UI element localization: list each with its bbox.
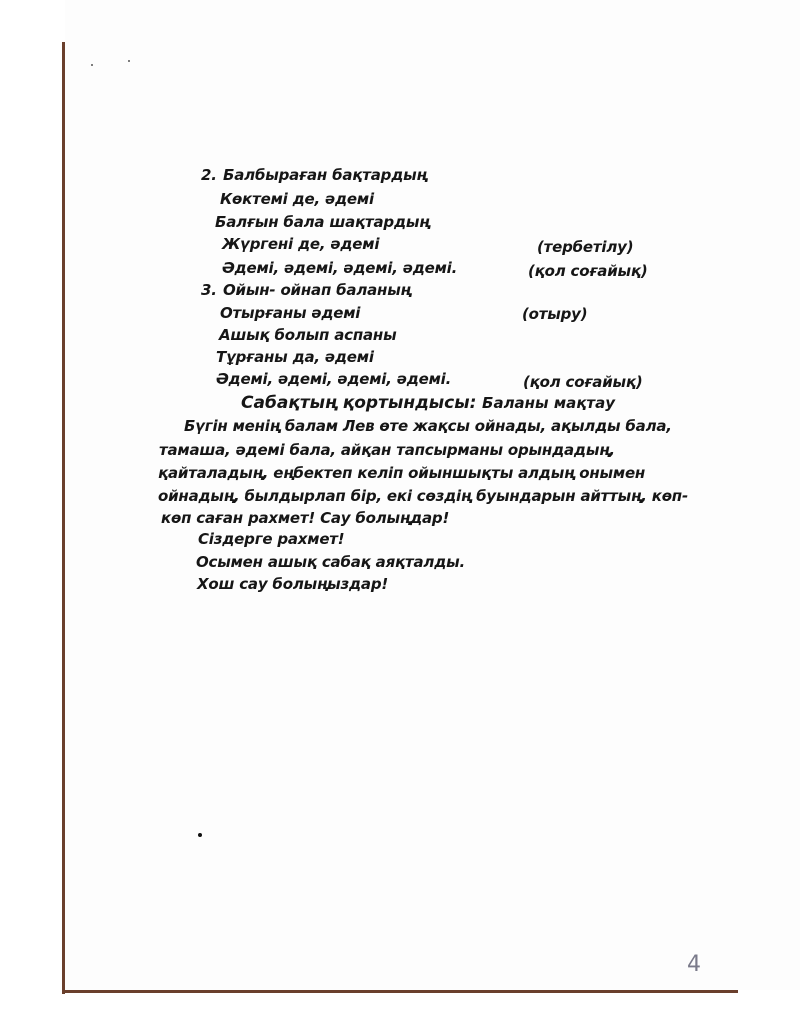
verse-line: Әдемі, әдемі, әдемі, әдемі. (222, 259, 458, 277)
closing-line: Сіздерге рахмет! (198, 530, 345, 548)
verse-line: Балбыраған бақтардың (223, 166, 427, 184)
paragraph-line: ойнадың, былдырлап бір, екі сөздің буындарын айттың, көп- (158, 487, 688, 505)
verse-line: Ашық болып аспаны (219, 326, 397, 344)
conclusion-heading-row (241, 393, 615, 413)
conclusion-subheading: Баланы мақтау (482, 394, 615, 412)
scan-bottom-edge (62, 990, 738, 993)
closing-line: Хош сау болыңыздар! (197, 575, 389, 593)
paragraph-line: Бүгін менің балам Лев өте жақсы ойнады, ақылды бала, (184, 417, 672, 435)
conclusion-heading: Сабақтың қортындысы: (241, 393, 477, 413)
page-number: 4 (687, 952, 701, 977)
verse-line: Отырғаны әдемі (220, 304, 361, 322)
paragraph-line: қайталадың, еңбектеп келіп ойыншықты алдың онымен (158, 464, 646, 482)
verse-line: Ойын- ойнап баланың (223, 281, 411, 299)
verse-line: Балғын бала шақтардың (215, 213, 430, 231)
verse-line: Көктемі де, әдемі (220, 190, 374, 208)
action-note: (қол соғайық) (528, 262, 648, 280)
scan-speck (128, 60, 130, 62)
verse-number: 3. (201, 281, 217, 299)
paragraph-line: көп саған рахмет! Сау болыңдар! (161, 509, 450, 527)
scan-speck (91, 64, 93, 66)
paragraph-line: тамаша, әдемі бала, айқан тапсырманы орындадың, (159, 441, 615, 459)
verse-line: Тұрғаны да, әдемі (216, 348, 374, 366)
verse-line: Жүргені де, әдемі (222, 235, 380, 253)
verse-line: Әдемі, әдемі, әдемі, әдемі. (216, 370, 452, 388)
action-note: (қол соғайық) (523, 373, 643, 391)
action-note: (тербетілу) (537, 238, 634, 256)
action-note: (отыру) (522, 305, 588, 323)
verse-number: 2. (201, 166, 217, 184)
closing-line: Осымен ашық сабақ аяқталды. (196, 553, 465, 571)
scan-speck (198, 833, 202, 837)
